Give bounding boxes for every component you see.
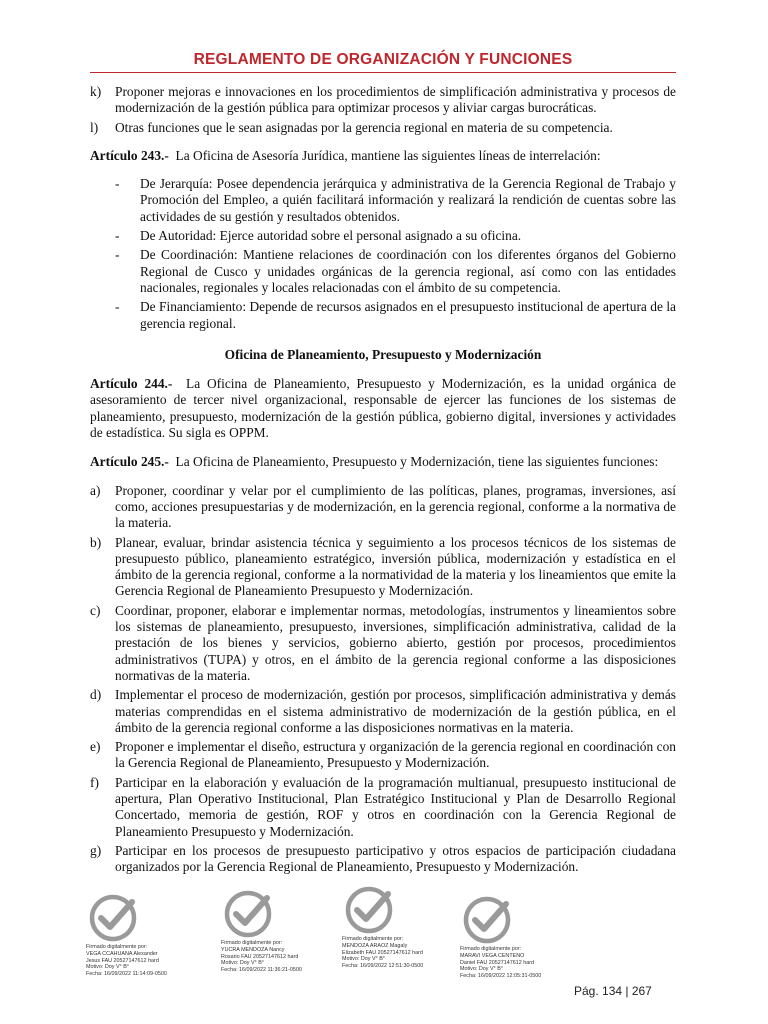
signature-line: YUCRA MENDOZA Nancy [221,946,285,953]
list-item [90,603,676,684]
signature-line: Firmado digitalmente por: [342,936,404,942]
signature-line: Fecha: 16/09/2022 11:36:21-0500 [221,967,302,974]
article-245 [90,454,676,470]
section-title: Oficina de Planeamiento, Presupuesto y Modernización [224,346,542,362]
signature-line: Firmado digitalmente por: [221,940,283,946]
signature-line: Jesus FAU 20527147612 hard [86,957,159,964]
item-text: Proponer e implementar el diseño, estructura y organización de la gerencia regional en coordinación con la Gerencia Regional de Planeamiento, Presupuesto y Modernización. [115,739,676,771]
header-divider [90,72,676,73]
list-item [90,120,676,136]
list-item [90,84,676,117]
article-number: Artículo 244.- [90,376,173,392]
signature-line: Firmado digitalmente por: [460,946,522,952]
signature-line: Motivo: Doy V° B° [86,964,129,971]
item-text: De Coordinación: Mantiene relaciones de coordinación con los diferentes órganos del Gobierno Regional de Cusco y unidades orgánicas de la gerencia regional, así como con las entidades nacionales, regionales y locales relacionadas con el ámbito de su competencia. [140,247,676,295]
item-marker: l) [90,119,99,135]
signature-line: Fecha: 16/09/2022 12:51:30-0500 [342,963,424,970]
digital-signature [342,886,472,970]
signature-line: Motivo: Doy V° B° [221,960,264,967]
item-marker: g) [90,842,102,858]
digital-signature [460,896,590,980]
item-marker: a) [90,482,101,498]
item-marker: - [115,299,120,315]
article-244 [90,376,676,441]
item-marker: - [115,228,120,244]
item-marker: - [115,247,120,263]
signature-line: MENDOZA ARAOZ Magaly [342,942,408,949]
article-243 [90,148,676,164]
item-text: De Autoridad: Ejerce autoridad sobre el personal asignado a su oficina. [140,228,522,244]
list-item [115,299,676,332]
article-number: Artículo 243.- [90,147,169,163]
signature-line: Motivo: Doy V° B° [460,966,503,973]
item-text: Proponer, coordinar y velar por el cumplimiento de las políticas, planes, programas, inversiones, así como, acciones presupuestarias y de modernización, en la gerencia regional, conforme a la normativa de la materia. [115,482,676,531]
check-seal-icon [86,894,140,942]
item-marker: - [115,176,120,192]
check-seal-icon [342,886,396,934]
list-item [90,739,676,772]
signature-line: Motivo: Doy V° B° [342,956,385,963]
list-item [115,247,676,296]
item-text: Participar en los procesos de presupuesto participativo y otros espacios de participación ciudadana organizados por la Gerencia Regional de Planeamiento, Presupuesto y Modernización. [115,842,676,875]
signature-line: MARAVI VEGA CENTENO [460,952,525,959]
digital-signature [86,894,216,978]
list-item [115,176,676,225]
item-marker: f) [90,774,99,790]
item-text: Proponer mejoras e innovaciones en los procedimientos de simplificación administrativa y procesos de modernización de la gestión pública para optimizar procesos y aliviar cargas burocráticas. [115,84,676,116]
signature-block [86,890,686,990]
list-item [90,483,676,532]
list-item [90,535,676,600]
item-text: De Jerarquía: Posee dependencia jerárquica y administrativa de la Gerencia Regional de Trabajo y Promoción del Empleo, a quién facilitará información y realizará la rendición de cuentas sobre las actividades de su gestión y resultados obtenidos. [140,176,676,224]
list-item [90,775,676,840]
page-header-title: REGLAMENTO DE ORGANIZACIÓN Y FUNCIONES [193,51,573,68]
item-marker: k) [90,84,102,99]
article-number: Artículo 245.- [90,454,169,470]
signature-line: Daniel FAU 20527147612 hard [460,959,535,966]
digital-signature [221,890,351,974]
list-item [90,843,676,876]
item-marker: b) [90,534,102,550]
signature-line: Rosario FAU 20527147612 hard [221,953,299,960]
page-number: Pág. 134 | 267 [574,984,652,998]
list-item [115,228,676,244]
item-text: Implementar el proceso de modernización, gestión por procesos, simplificación administrativa y demás materias comprendidas en el sistema administrativo de modernización de la gestión pública, en el ámbito de la gerencia regional conforme a las disposiciones normativas en la materia. [115,687,676,735]
signature-line: Fecha: 16/09/2022 11:14:09-0500 [86,971,167,978]
item-text: Coordinar, proponer, elaborar e implementar normas, metodologías, instrumentos y lineamientos sobre los sistemas de planeamiento, presupuesto, inversiones, simplificación administrativa, calidad de la prestación de los bienes y servicios, gobierno abierto, gestión por procesos, procedimientos administrativos (TUPA) y otros, en el ámbito de la gerencia regional conforme a las disposiciones normativas de la materia. [115,602,676,683]
check-seal-icon [460,896,514,944]
item-text: Otras funciones que le sean asignadas por la gerencia regional en materia de su competencia. [115,119,613,135]
check-seal-icon [221,890,275,938]
list-item [90,687,676,736]
item-marker: c) [90,602,101,618]
document-body [90,84,676,878]
item-text: Participar en la elaboración y evaluación de la programación multianual, presupuesto institucional de apertura, Plan Operativo Institucional, Plan Estratégico Institucional y Plan de Desarrollo Regional Concertado, memoria de gestión, ROF y otros en coordinación con la Gerencia Regional de Planeamiento Presupuesto y Modernización. [115,774,676,839]
item-text: De Financiamiento: Depende de recursos asignados en el presupuesto institucional de apertura de la gerencia regional. [140,299,676,331]
signature-line: VEGA CCAHUANA Alexander [86,950,158,957]
signature-line: Firmado digitalmente por: [86,944,148,950]
article-text: La Oficina de Asesoría Jurídica, mantiene las siguientes líneas de interrelación: [175,147,601,163]
signature-line: Elizabeth FAU 20527147612 hard [342,949,423,956]
item-text: Planear, evaluar, brindar asistencia técnica y seguimiento a los procesos técnicos de los sistemas de presupuesto público, planeamiento estratégico, inversión pública, modernización y estadística en el ámbito de la gerencia regional, conforme a la normatividad de la materia y los lineamientos que emite la Gerencia Regional de Planeamiento Presupuesto y Modernización. [115,534,676,599]
signature-line: Fecha: 16/09/2022 12:05:31-0500 [460,973,542,980]
article-text: La Oficina de Planeamiento, Presupuesto y Modernización, tiene las siguientes funciones: [175,454,659,470]
item-marker: d) [90,687,102,703]
item-marker: e) [90,739,101,755]
article-text: La Oficina de Planeamiento, Presupuesto y Modernización, es la unidad orgánica de asesoramiento de tercer nivel organizacional, responsable de ejercer las funciones de los sistemas de planeamiento, presupuesto, modernización de la gestión pública, gobierno digital, inversiones y actividades de estadística. Su sigla es OPPM. [90,376,676,441]
